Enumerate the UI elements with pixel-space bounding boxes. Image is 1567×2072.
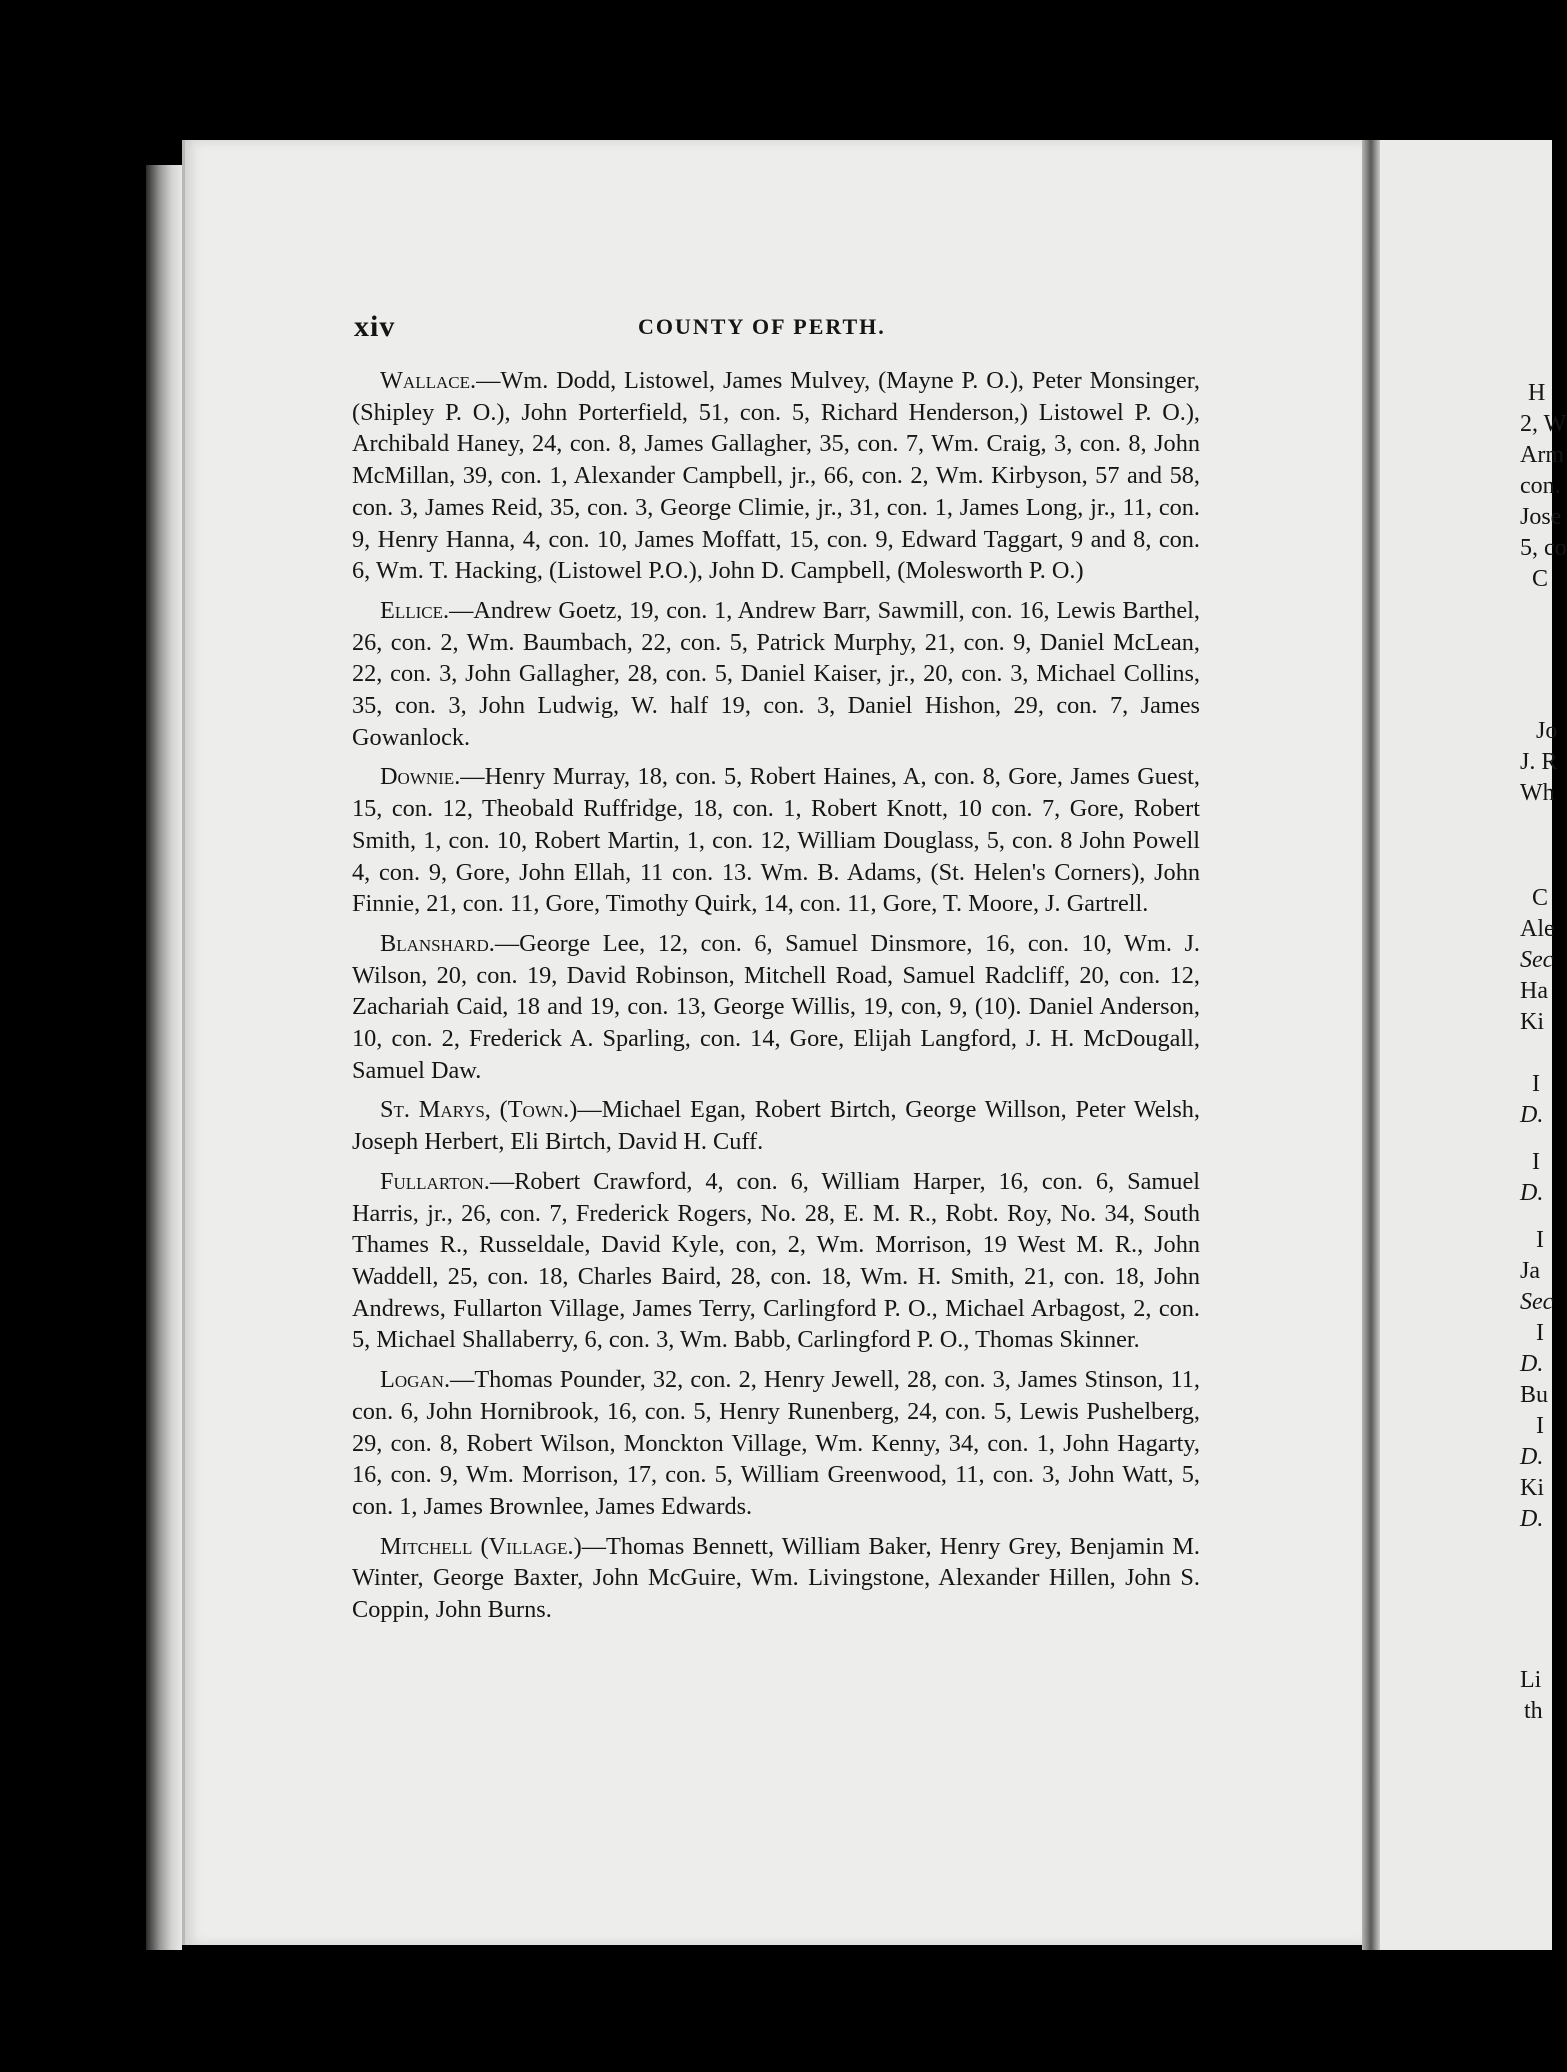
page-header bbox=[354, 310, 1204, 350]
township-entry-fullarton bbox=[352, 1166, 1200, 1356]
township-entry-st-marys bbox=[352, 1094, 1200, 1157]
facing-page-fragment: I bbox=[1532, 1071, 1540, 1097]
entry-text: —Robert Crawford, 4, con. 6, William Harper, 16, con. 6, Samuel Harris, jr., 26, con. 7, Frederick Rogers, No. 28, E. M. R., Robt. Roy, No. 34, South Thames R., Russeldale, David Kyle, con, 2, Wm. Morrison, 19 West M. R., John Waddell, 25, con. 18, Charles Baird, 28, con. 18, Wm. H. Smith, 21, con. 18, John Andrews, Fullarton Village, James Terry, Carlingford P. O., Michael Arbagost, 2, con. 5, Michael Shallaberry, 6, con. 3, Wm. Babb, Carlingford P. O., Thomas Skinner. bbox=[352, 1167, 1200, 1354]
facing-page-fragment: Sec bbox=[1520, 947, 1554, 973]
book-gutter bbox=[1362, 140, 1380, 1950]
facing-page-fragment: con. bbox=[1520, 473, 1561, 499]
facing-page-fragment: Sec bbox=[1520, 1289, 1554, 1315]
facing-page-fragment: Li bbox=[1520, 1667, 1542, 1693]
entry-text: —Andrew Goetz, 19, con. 1, Andrew Barr, Sawmill, con. 16, Lewis Barthel, 26, con. 2, Wm. Baumbach, 22, con. 5, Patrick Murphy, 21, con. 9, Daniel McLean, 22, con. 3, John Gallagher, 28, con. 5, Daniel Kaiser, jr., 20, con. 3, Michael Collins, 35, con. 3, John Ludwig, W. half 19, con. 3, Daniel Hishon, 29, con. 7, James Gowanlock. bbox=[352, 596, 1200, 751]
facing-page-fragment: C bbox=[1532, 566, 1549, 592]
facing-page-fragment: Ki bbox=[1520, 1009, 1544, 1035]
facing-page-fragment: D. bbox=[1520, 1506, 1544, 1532]
facing-page-fragment: I bbox=[1536, 1320, 1544, 1346]
entry-text: —George Lee, 12, con. 6, Samuel Dinsmore, 16, con. 10, Wm. J. Wilson, 20, con. 19, David Robinson, Mitchell Road, Samuel Radcliff, 20, con. 12, Zachariah Caid, 18 and 19, con. 13, George Willis, 19, con, 9, (10). Daniel Anderson, 10, con. 2, Frederick A. Sparling, con. 14, Gore, Elijah Langford, J. H. McDougall, Samuel Daw. bbox=[352, 929, 1200, 1084]
facing-page-fragment: I bbox=[1532, 1149, 1540, 1175]
entry-text: —Michael Egan, Robert Birtch, George Willson, Peter Welsh, Joseph Herbert, Eli Birtch, David H. Cuff. bbox=[352, 1096, 1200, 1156]
facing-page-fragment: Arm bbox=[1520, 442, 1564, 468]
township-heading: Blanshard. bbox=[380, 929, 495, 957]
entry-text: —Wm. Dodd, Listowel, James Mulvey, (Mayne P. O.), Peter Monsinger, (Shipley P. O.), John Porterfield, 51, con. 5, Richard Henderson,) Listowel P. O.), Archibald Haney, 24, con. 8, James Gallagher, 35, con. 7, Wm. Craig, 3, con. 8, John McMillan, 39, con. 1, Alexander Campbell, jr., 66, con. 2, Wm. Kirbyson, 57 and 58, con. 3, James Reid, 35, con. 3, George Climie, jr., 31, con. 1, James Long, jr., 11, con. 9, Henry Hanna, 4, con. 10, James Moffatt, 15, con. 9, Edward Taggart, 9 and 8, con. 6, Wm. T. Hacking, (Listowel P.O.), John D. Campbell, (Molesworth P. O.) bbox=[352, 367, 1200, 585]
facing-page-fragment: C bbox=[1532, 885, 1549, 911]
directory-listing bbox=[352, 365, 1200, 1634]
facing-page-fragment: J. R bbox=[1520, 749, 1558, 775]
facing-page-fragment: Wh bbox=[1520, 780, 1555, 806]
facing-page-fragment: H bbox=[1528, 380, 1546, 406]
township-heading: Logan. bbox=[380, 1366, 451, 1394]
facing-page-fragment: I bbox=[1536, 1413, 1544, 1439]
township-heading: Fullarton. bbox=[380, 1167, 490, 1195]
entry-text: —Thomas Bennett, William Baker, Henry Grey, Benjamin M. Winter, George Baxter, John McGuire, Wm. Livingstone, Alexander Hillen, John S. Coppin, John Burns. bbox=[352, 1532, 1200, 1624]
facing-page-fragment: I bbox=[1536, 1227, 1544, 1253]
township-heading: Mitchell (Village.) bbox=[380, 1532, 582, 1560]
facing-page-fragment: Jo bbox=[1536, 718, 1558, 744]
facing-page-fragment: 5, co bbox=[1520, 535, 1567, 561]
facing-page-fragment: Ale bbox=[1520, 916, 1555, 942]
page-number: xiv bbox=[354, 310, 396, 343]
township-entry-mitchell bbox=[352, 1531, 1200, 1626]
facing-page-fragment: D. bbox=[1520, 1102, 1544, 1128]
entry-text: —Henry Murray, 18, con. 5, Robert Haines, A, con. 8, Gore, James Guest, 15, con. 12, Theobald Ruffridge, 18, con. 1, Robert Knott, 10 con. 7, Gore, Robert Smith, 1, con. 10, Robert Martin, 1, con. 12, William Douglass, 5, con. 8 John Powell 4, con. 9, Gore, John Ellah, 11 con. 13. Wm. B. Adams, (St. Helen's Corners), John Finnie, 21, con. 11, Gore, Timothy Quirk, 14, con. 11, Gore, T. Moore, J. Gartrell. bbox=[352, 763, 1200, 918]
facing-page-fragment: th bbox=[1524, 1698, 1543, 1724]
township-heading: Wallace. bbox=[380, 367, 477, 394]
facing-page-fragment: Jose bbox=[1520, 504, 1562, 530]
facing-page-fragment: D. bbox=[1520, 1351, 1544, 1377]
facing-page-fragment: D. bbox=[1520, 1444, 1544, 1470]
township-entry-wallace bbox=[352, 365, 1200, 587]
township-heading: St. Marys, (Town.) bbox=[380, 1096, 578, 1124]
facing-page-fragment: Ha bbox=[1520, 978, 1548, 1004]
township-entry-downie bbox=[352, 761, 1200, 920]
facing-page-fragment: Bu bbox=[1520, 1382, 1549, 1408]
running-head: COUNTY OF PERTH. bbox=[638, 314, 886, 339]
facing-page-fragment: Ki bbox=[1520, 1475, 1544, 1501]
facing-page-fragment: 2, W bbox=[1520, 411, 1567, 437]
facing-page-fragment: Ja bbox=[1520, 1258, 1540, 1284]
township-entry-blanshard bbox=[352, 928, 1200, 1087]
township-heading: Downie. bbox=[380, 763, 461, 791]
township-entry-logan bbox=[352, 1364, 1200, 1523]
facing-page-fragment: D. bbox=[1520, 1180, 1544, 1206]
entry-text: —Thomas Pounder, 32, con. 2, Henry Jewell, 28, con. 3, James Stinson, 11, con. 6, John Hornibrook, 16, con. 5, Henry Runenberg, 24, con. 5, Lewis Pushelberg, 29, con. 8, Robert Wilson, Monckton Village, Wm. Kenny, 34, con. 1, John Hagarty, 16, con. 9, Wm. Morrison, 17, con. 5, William Greenwood, 11, con. 3, John Watt, 5, con. 1, James Brownlee, James Edwards. bbox=[352, 1366, 1200, 1520]
township-heading: Ellice. bbox=[380, 596, 450, 624]
township-entry-ellice bbox=[352, 595, 1200, 754]
page-stack-edge bbox=[146, 165, 182, 1950]
